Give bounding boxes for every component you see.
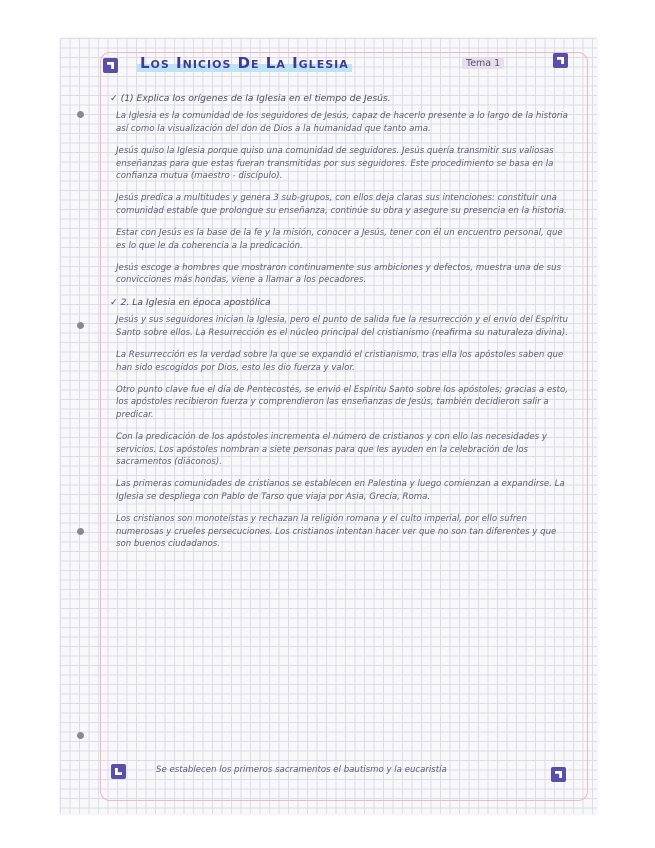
paragraph: La Resurrección es la verdad sobre la que se expandió el cristianismo, tras ella los apóstoles saben que han sido escogidos por Dios, esto les dio fuerza y valor. <box>116 350 564 373</box>
binder-hole <box>77 732 84 739</box>
page-title: Los Inicios De La Iglesia <box>137 54 352 72</box>
paragraph: Jesús predica a multitudes y genera 3 sub-grupos, con ellos deja claras sus intenciones: constituir una comunidad estable que prolongue su enseñanza, continúe su obra y asegure su presencia en la historia. <box>116 193 567 216</box>
paragraph: La Iglesia es la comunidad de los seguidores de Jesús, capaz de hacerlo presente a lo largo de la historia así como la visualización del don de Dios a la humanidad que tanto ama. <box>116 111 568 134</box>
closing-line: Se establecen los primeros sacramentos el bautismo y la eucaristía <box>156 765 447 775</box>
paragraph: Estar con Jesús es la base de la fe y la misión, conocer a Jesús, tener con él un encuentro personal, que es lo que le da coherencia a la predicación. <box>116 228 563 251</box>
paragraph: Los cristianos son monoteístas y rechazan la religión romana y el culto imperial, por ello sufren numerosas y crueles persecuciones. Los cristianos intentan hacer ver que no son tan diferentes y que son buenos ciudadanos. <box>116 514 557 549</box>
question-1: ✓ (1) Explica los orígenes de la Iglesia en el tiempo de Jesús. <box>110 93 391 104</box>
paragraph: Las primeras comunidades de cristianos se establecen en Palestina y luego comienzan a expandirse. La Iglesia se despliega con Pablo de Tarso que viaja por Asia, Grecia, Roma. <box>116 479 565 502</box>
binder-hole <box>77 528 84 535</box>
notebook-sheet <box>60 38 597 814</box>
topic-label: Tema 1 <box>462 58 504 69</box>
question-2: ✓ 2. La Iglesia en época apostólica <box>110 296 271 308</box>
paragraph: Jesús y sus seguidores inician la Iglesia, pero el punto de salida fue la resurrección y el envío del Espíritu Santo sobre ellos. La Resurrección es el núcleo principal del cristianismo (reafirma su naturaleza divina). <box>116 315 568 338</box>
notes-body <box>110 93 572 560</box>
binder-hole <box>77 322 84 329</box>
paragraph: Otro punto clave fue el día de Pentecostés, se envió el Espíritu Santo sobre los apóstoles; gracias a esto, los apóstoles recibieron fuerza y comprendieron las enseñanzas de Jesús, también decidieron salir a predicar. <box>116 384 568 420</box>
paragraph: Con la predicación de los apóstoles incrementa el número de cristianos y con ello las necesidades y servicios. Los apóstoles nombran a siete personas para que les ayuden en la celebración de los sacramentos (diáconos). <box>116 432 547 467</box>
binder-hole <box>77 111 84 118</box>
corner-decoration-icon <box>111 764 126 779</box>
corner-decoration-icon <box>553 53 568 68</box>
corner-decoration-icon <box>103 58 118 73</box>
corner-decoration-icon <box>551 767 566 782</box>
paragraph: Jesús escoge a hombres que mostraron continuamente sus ambiciones y defectos, muestra una de sus convicciones más hondas, viene a llamar a los pecadores. <box>116 263 562 286</box>
paragraph: Jesús quiso la Iglesia porque quiso una comunidad de seguidores. Jesús quería transmitir sus valiosas enseñanzas para que estas fueran transmitidas por sus seguidores. Este procedimiento se basa en la confianza mutua (maestro - discípulo). <box>116 146 554 182</box>
